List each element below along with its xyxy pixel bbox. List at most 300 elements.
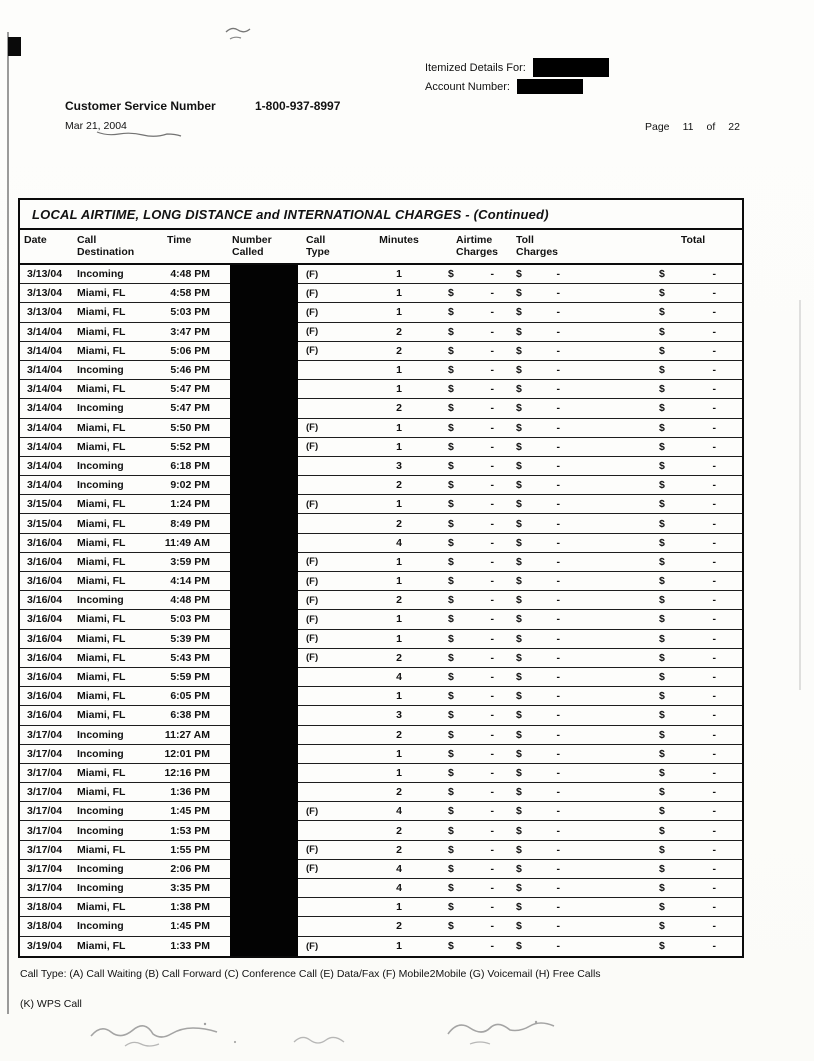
currency-sign: $	[659, 882, 665, 895]
currency-sign: $	[448, 843, 454, 856]
cell-minutes: 1	[396, 383, 402, 396]
table-row	[20, 783, 742, 802]
cell-toll-charges	[502, 556, 580, 568]
cell-date: 3/16/04	[27, 575, 63, 588]
cell-airtime-charges	[430, 287, 502, 299]
cell-airtime-charges	[430, 364, 502, 376]
cell-toll-charges	[502, 671, 580, 683]
page-label: Page	[645, 121, 670, 133]
cell-call-destination: Miami, FL	[77, 709, 126, 722]
currency-sign: $	[448, 920, 454, 933]
cell-time: 1:38 PM	[170, 901, 210, 914]
cell-time: 9:02 PM	[170, 479, 210, 492]
currency-sign: $	[516, 287, 522, 300]
cell-date: 3/17/04	[27, 786, 63, 799]
toll-amount: -	[556, 421, 560, 434]
cell-toll-charges	[502, 364, 580, 376]
table-row	[20, 342, 742, 361]
cell-time: 6:05 PM	[170, 690, 210, 703]
cell-total	[644, 364, 742, 376]
cell-minutes: 1	[396, 940, 402, 953]
cell-total	[644, 767, 742, 779]
cell-minutes: 2	[396, 594, 402, 607]
currency-sign: $	[659, 383, 665, 396]
currency-sign: $	[516, 575, 522, 588]
total-amount: -	[712, 364, 716, 377]
currency-sign: $	[516, 709, 522, 722]
toll-amount: -	[556, 747, 560, 760]
cell-call-type: (F)	[306, 556, 319, 568]
currency-sign: $	[448, 555, 454, 568]
currency-sign: $	[516, 728, 522, 741]
cell-minutes: 2	[396, 920, 402, 933]
airtime-amount: -	[490, 575, 494, 588]
airtime-amount: -	[490, 421, 494, 434]
page-indicator	[645, 121, 740, 133]
column-spacer	[580, 234, 644, 263]
cell-toll-charges	[502, 345, 580, 357]
cell-call-type: (F)	[306, 844, 319, 856]
currency-sign: $	[516, 824, 522, 837]
airtime-amount: -	[490, 728, 494, 741]
airtime-amount: -	[490, 824, 494, 837]
cell-airtime-charges	[430, 345, 502, 357]
cell-toll-charges	[502, 306, 580, 318]
cell-date: 3/14/04	[27, 364, 63, 377]
cell-minutes: 1	[396, 555, 402, 568]
currency-sign: $	[516, 555, 522, 568]
cell-total	[644, 805, 742, 817]
total-amount: -	[712, 517, 716, 530]
cell-airtime-charges	[430, 825, 502, 837]
cell-date: 3/13/04	[27, 287, 63, 300]
airtime-amount: -	[490, 843, 494, 856]
cell-call-type: (F)	[306, 345, 319, 357]
cell-minutes: 4	[396, 805, 402, 818]
cell-total	[644, 460, 742, 472]
cell-time: 5:52 PM	[170, 440, 210, 453]
cell-time: 6:38 PM	[170, 709, 210, 722]
currency-sign: $	[516, 498, 522, 511]
total-amount: -	[712, 268, 716, 281]
table-row	[20, 399, 742, 418]
airtime-amount: -	[490, 594, 494, 607]
cell-minutes: 1	[396, 268, 402, 281]
currency-sign: $	[448, 882, 454, 895]
toll-amount: -	[556, 671, 560, 684]
cell-call-destination: Incoming	[77, 594, 124, 607]
cell-call-destination: Miami, FL	[77, 517, 126, 530]
cell-date: 3/17/04	[27, 728, 63, 741]
cell-date: 3/18/04	[27, 920, 63, 933]
cell-time: 5:50 PM	[170, 421, 210, 434]
cell-time: 5:39 PM	[170, 632, 210, 645]
cell-date: 3/17/04	[27, 805, 63, 818]
currency-sign: $	[448, 575, 454, 588]
total-amount: -	[712, 440, 716, 453]
cell-minutes: 2	[396, 824, 402, 837]
column-header-time: Time	[167, 234, 192, 246]
cell-call-destination: Incoming	[77, 805, 124, 818]
currency-sign: $	[659, 862, 665, 875]
cell-toll-charges	[502, 383, 580, 395]
currency-sign: $	[448, 671, 454, 684]
currency-sign: $	[659, 364, 665, 377]
currency-sign: $	[516, 479, 522, 492]
cell-minutes: 1	[396, 575, 402, 588]
total-amount: -	[712, 709, 716, 722]
cell-date: 3/19/04	[27, 940, 63, 953]
cell-total	[644, 422, 742, 434]
cell-date: 3/15/04	[27, 517, 63, 530]
total-amount: -	[712, 594, 716, 607]
cell-time: 8:49 PM	[170, 517, 210, 530]
currency-sign: $	[659, 805, 665, 818]
cell-call-type: (F)	[306, 652, 319, 664]
airtime-amount: -	[490, 671, 494, 684]
table-rows	[20, 265, 742, 956]
cell-toll-charges	[502, 690, 580, 702]
cell-toll-charges	[502, 287, 580, 299]
statement-date: Mar 21, 2004	[65, 120, 127, 132]
cell-airtime-charges	[430, 326, 502, 338]
cell-date: 3/16/04	[27, 671, 63, 684]
cell-time: 3:47 PM	[170, 325, 210, 338]
toll-amount: -	[556, 805, 560, 818]
column-header-toll-charges: Toll Charges	[516, 234, 559, 258]
cell-total	[644, 498, 742, 510]
total-amount: -	[712, 920, 716, 933]
total-amount: -	[712, 901, 716, 914]
currency-sign: $	[516, 383, 522, 396]
toll-amount: -	[556, 632, 560, 645]
currency-sign: $	[516, 536, 522, 549]
currency-sign: $	[448, 632, 454, 645]
cell-time: 5:03 PM	[170, 306, 210, 319]
currency-sign: $	[516, 325, 522, 338]
table-row	[20, 591, 742, 610]
cell-time: 1:55 PM	[170, 843, 210, 856]
currency-sign: $	[516, 901, 522, 914]
table-row	[20, 534, 742, 553]
table-row	[20, 821, 742, 840]
cell-toll-charges	[502, 767, 580, 779]
cell-toll-charges	[502, 326, 580, 338]
cell-airtime-charges	[430, 844, 502, 856]
charges-table	[18, 198, 744, 958]
cell-minutes: 4	[396, 862, 402, 875]
cell-date: 3/14/04	[27, 479, 63, 492]
currency-sign: $	[659, 594, 665, 607]
cell-date: 3/14/04	[27, 421, 63, 434]
cell-toll-charges	[502, 633, 580, 645]
currency-sign: $	[516, 747, 522, 760]
cell-time: 5:06 PM	[170, 344, 210, 357]
currency-sign: $	[448, 479, 454, 492]
cell-date: 3/13/04	[27, 306, 63, 319]
airtime-amount: -	[490, 517, 494, 530]
cell-call-type: (F)	[306, 441, 319, 453]
currency-sign: $	[516, 786, 522, 799]
cell-call-type: (F)	[306, 306, 319, 318]
airtime-amount: -	[490, 268, 494, 281]
cell-call-type: (F)	[306, 498, 319, 510]
cell-time: 4:58 PM	[170, 287, 210, 300]
cell-minutes: 1	[396, 632, 402, 645]
cell-toll-charges	[502, 748, 580, 760]
currency-sign: $	[516, 517, 522, 530]
cell-call-destination: Miami, FL	[77, 421, 126, 434]
cell-minutes: 3	[396, 459, 402, 472]
cell-date: 3/15/04	[27, 498, 63, 511]
cell-toll-charges	[502, 825, 580, 837]
currency-sign: $	[448, 805, 454, 818]
cell-minutes: 1	[396, 287, 402, 300]
handwritten-scribble-bottom-right	[440, 1012, 600, 1054]
cell-minutes: 2	[396, 843, 402, 856]
cell-airtime-charges	[430, 306, 502, 318]
cell-total	[644, 575, 742, 587]
cell-toll-charges	[502, 901, 580, 913]
cell-call-destination: Incoming	[77, 728, 124, 741]
airtime-amount: -	[490, 555, 494, 568]
cell-call-destination: Incoming	[77, 920, 124, 933]
toll-amount: -	[556, 364, 560, 377]
cell-toll-charges	[502, 863, 580, 875]
cell-time: 1:33 PM	[170, 940, 210, 953]
table-row	[20, 937, 742, 956]
currency-sign: $	[659, 555, 665, 568]
table-row	[20, 323, 742, 342]
airtime-amount: -	[490, 459, 494, 472]
toll-amount: -	[556, 862, 560, 875]
currency-sign: $	[448, 517, 454, 530]
cell-total	[644, 345, 742, 357]
cell-total	[644, 479, 742, 491]
total-amount: -	[712, 536, 716, 549]
cell-minutes: 3	[396, 709, 402, 722]
total-amount: -	[712, 786, 716, 799]
currency-sign: $	[659, 632, 665, 645]
cell-time: 5:46 PM	[170, 364, 210, 377]
cell-call-type: (F)	[306, 287, 319, 299]
total-amount: -	[712, 728, 716, 741]
cell-call-destination: Miami, FL	[77, 901, 126, 914]
airtime-amount: -	[490, 786, 494, 799]
currency-sign: $	[659, 786, 665, 799]
toll-amount: -	[556, 728, 560, 741]
toll-amount: -	[556, 440, 560, 453]
total-amount: -	[712, 479, 716, 492]
currency-sign: $	[448, 268, 454, 281]
cell-airtime-charges	[430, 479, 502, 491]
cell-airtime-charges	[430, 594, 502, 606]
currency-sign: $	[516, 843, 522, 856]
cell-airtime-charges	[430, 441, 502, 453]
table-row	[20, 284, 742, 303]
table-row	[20, 514, 742, 533]
currency-sign: $	[516, 862, 522, 875]
currency-sign: $	[516, 613, 522, 626]
currency-sign: $	[448, 690, 454, 703]
cell-airtime-charges	[430, 383, 502, 395]
cell-total	[644, 709, 742, 721]
cell-minutes: 1	[396, 901, 402, 914]
cell-minutes: 2	[396, 517, 402, 530]
airtime-amount: -	[490, 613, 494, 626]
cell-total	[644, 537, 742, 549]
currency-sign: $	[659, 920, 665, 933]
currency-sign: $	[659, 325, 665, 338]
total-amount: -	[712, 344, 716, 357]
cell-date: 3/17/04	[27, 862, 63, 875]
cell-time: 3:35 PM	[170, 882, 210, 895]
airtime-amount: -	[490, 632, 494, 645]
cell-call-type: (F)	[306, 326, 319, 338]
cell-call-type: (F)	[306, 940, 319, 952]
toll-amount: -	[556, 786, 560, 799]
currency-sign: $	[448, 344, 454, 357]
total-amount: -	[712, 555, 716, 568]
cell-total	[644, 863, 742, 875]
handwritten-scribble-bottom-center	[290, 1030, 350, 1052]
currency-sign: $	[659, 344, 665, 357]
currency-sign: $	[448, 901, 454, 914]
cell-minutes: 4	[396, 671, 402, 684]
cell-toll-charges	[502, 709, 580, 721]
toll-amount: -	[556, 575, 560, 588]
toll-amount: -	[556, 882, 560, 895]
cell-date: 3/14/04	[27, 383, 63, 396]
cell-toll-charges	[502, 786, 580, 798]
cell-airtime-charges	[430, 652, 502, 664]
underline-scribble	[95, 128, 185, 138]
cell-total	[644, 748, 742, 760]
airtime-amount: -	[490, 805, 494, 818]
column-header-call-type: Call Type	[306, 234, 330, 258]
cell-call-destination: Miami, FL	[77, 383, 126, 396]
scan-smudge	[799, 300, 801, 690]
cell-date: 3/14/04	[27, 459, 63, 472]
cell-total	[644, 287, 742, 299]
currency-sign: $	[516, 594, 522, 607]
cell-total	[644, 441, 742, 453]
account-number-label: Account Number:	[425, 80, 510, 93]
cell-call-type: (F)	[306, 594, 319, 606]
cell-total	[644, 786, 742, 798]
cell-time: 11:49 AM	[164, 536, 210, 549]
column-header-airtime-charges: Airtime Charges	[456, 234, 499, 258]
cell-airtime-charges	[430, 518, 502, 530]
cell-airtime-charges	[430, 901, 502, 913]
currency-sign: $	[448, 383, 454, 396]
currency-sign: $	[448, 747, 454, 760]
cell-total	[644, 920, 742, 932]
cell-total	[644, 844, 742, 856]
currency-sign: $	[659, 824, 665, 837]
total-amount: -	[712, 632, 716, 645]
cell-total	[644, 306, 742, 318]
page-number: 11	[682, 121, 694, 133]
cell-call-destination: Incoming	[77, 268, 124, 281]
cell-date: 3/16/04	[27, 613, 63, 626]
cell-call-destination: Incoming	[77, 862, 124, 875]
cell-minutes: 1	[396, 364, 402, 377]
table-row	[20, 438, 742, 457]
cell-airtime-charges	[430, 940, 502, 952]
toll-amount: -	[556, 940, 560, 953]
cell-toll-charges	[502, 498, 580, 510]
itemized-details-label: Itemized Details For:	[425, 61, 526, 74]
cell-total	[644, 518, 742, 530]
cell-airtime-charges	[430, 575, 502, 587]
total-amount: -	[712, 862, 716, 875]
airtime-amount: -	[490, 344, 494, 357]
cell-airtime-charges	[430, 402, 502, 414]
cell-time: 5:43 PM	[170, 651, 210, 664]
table-row	[20, 898, 742, 917]
cell-time: 1:45 PM	[170, 805, 210, 818]
cell-airtime-charges	[430, 268, 502, 280]
currency-sign: $	[448, 862, 454, 875]
cell-airtime-charges	[430, 690, 502, 702]
cell-toll-charges	[502, 594, 580, 606]
cell-call-destination: Miami, FL	[77, 306, 126, 319]
currency-sign: $	[659, 402, 665, 415]
cell-call-destination: Miami, FL	[77, 940, 126, 953]
airtime-amount: -	[490, 651, 494, 664]
currency-sign: $	[448, 536, 454, 549]
cell-date: 3/16/04	[27, 632, 63, 645]
cell-airtime-charges	[430, 633, 502, 645]
table-row	[20, 879, 742, 898]
cell-time: 12:01 PM	[164, 747, 210, 760]
cell-toll-charges	[502, 402, 580, 414]
cell-airtime-charges	[430, 729, 502, 741]
table-row	[20, 457, 742, 476]
cell-call-type: (F)	[306, 575, 319, 587]
cell-airtime-charges	[430, 748, 502, 760]
cell-call-destination: Miami, FL	[77, 555, 126, 568]
call-type-legend: Call Type: (A) Call Waiting (B) Call Forward (C) Conference Call (E) Data/Fax (F) Mobile2Mobile (G) Voicemail (H) Free Calls	[20, 968, 601, 980]
total-amount: -	[712, 459, 716, 472]
cell-call-destination: Incoming	[77, 402, 124, 415]
total-amount: -	[712, 402, 716, 415]
cell-time: 12:16 PM	[164, 766, 210, 779]
cell-minutes: 1	[396, 766, 402, 779]
cell-time: 1:36 PM	[170, 786, 210, 799]
cell-date: 3/17/04	[27, 882, 63, 895]
cell-toll-charges	[502, 805, 580, 817]
currency-sign: $	[659, 287, 665, 300]
cell-toll-charges	[502, 268, 580, 280]
currency-sign: $	[448, 651, 454, 664]
currency-sign: $	[659, 651, 665, 664]
currency-sign: $	[516, 459, 522, 472]
cell-call-destination: Miami, FL	[77, 671, 126, 684]
cell-date: 3/16/04	[27, 651, 63, 664]
toll-amount: -	[556, 766, 560, 779]
table-header-row	[20, 230, 742, 265]
table-row	[20, 572, 742, 591]
currency-sign: $	[659, 901, 665, 914]
handwritten-scribble	[222, 24, 256, 44]
toll-amount: -	[556, 287, 560, 300]
cell-date: 3/16/04	[27, 594, 63, 607]
cell-date: 3/17/04	[27, 766, 63, 779]
cell-minutes: 2	[396, 402, 402, 415]
cell-time: 4:48 PM	[170, 268, 210, 281]
